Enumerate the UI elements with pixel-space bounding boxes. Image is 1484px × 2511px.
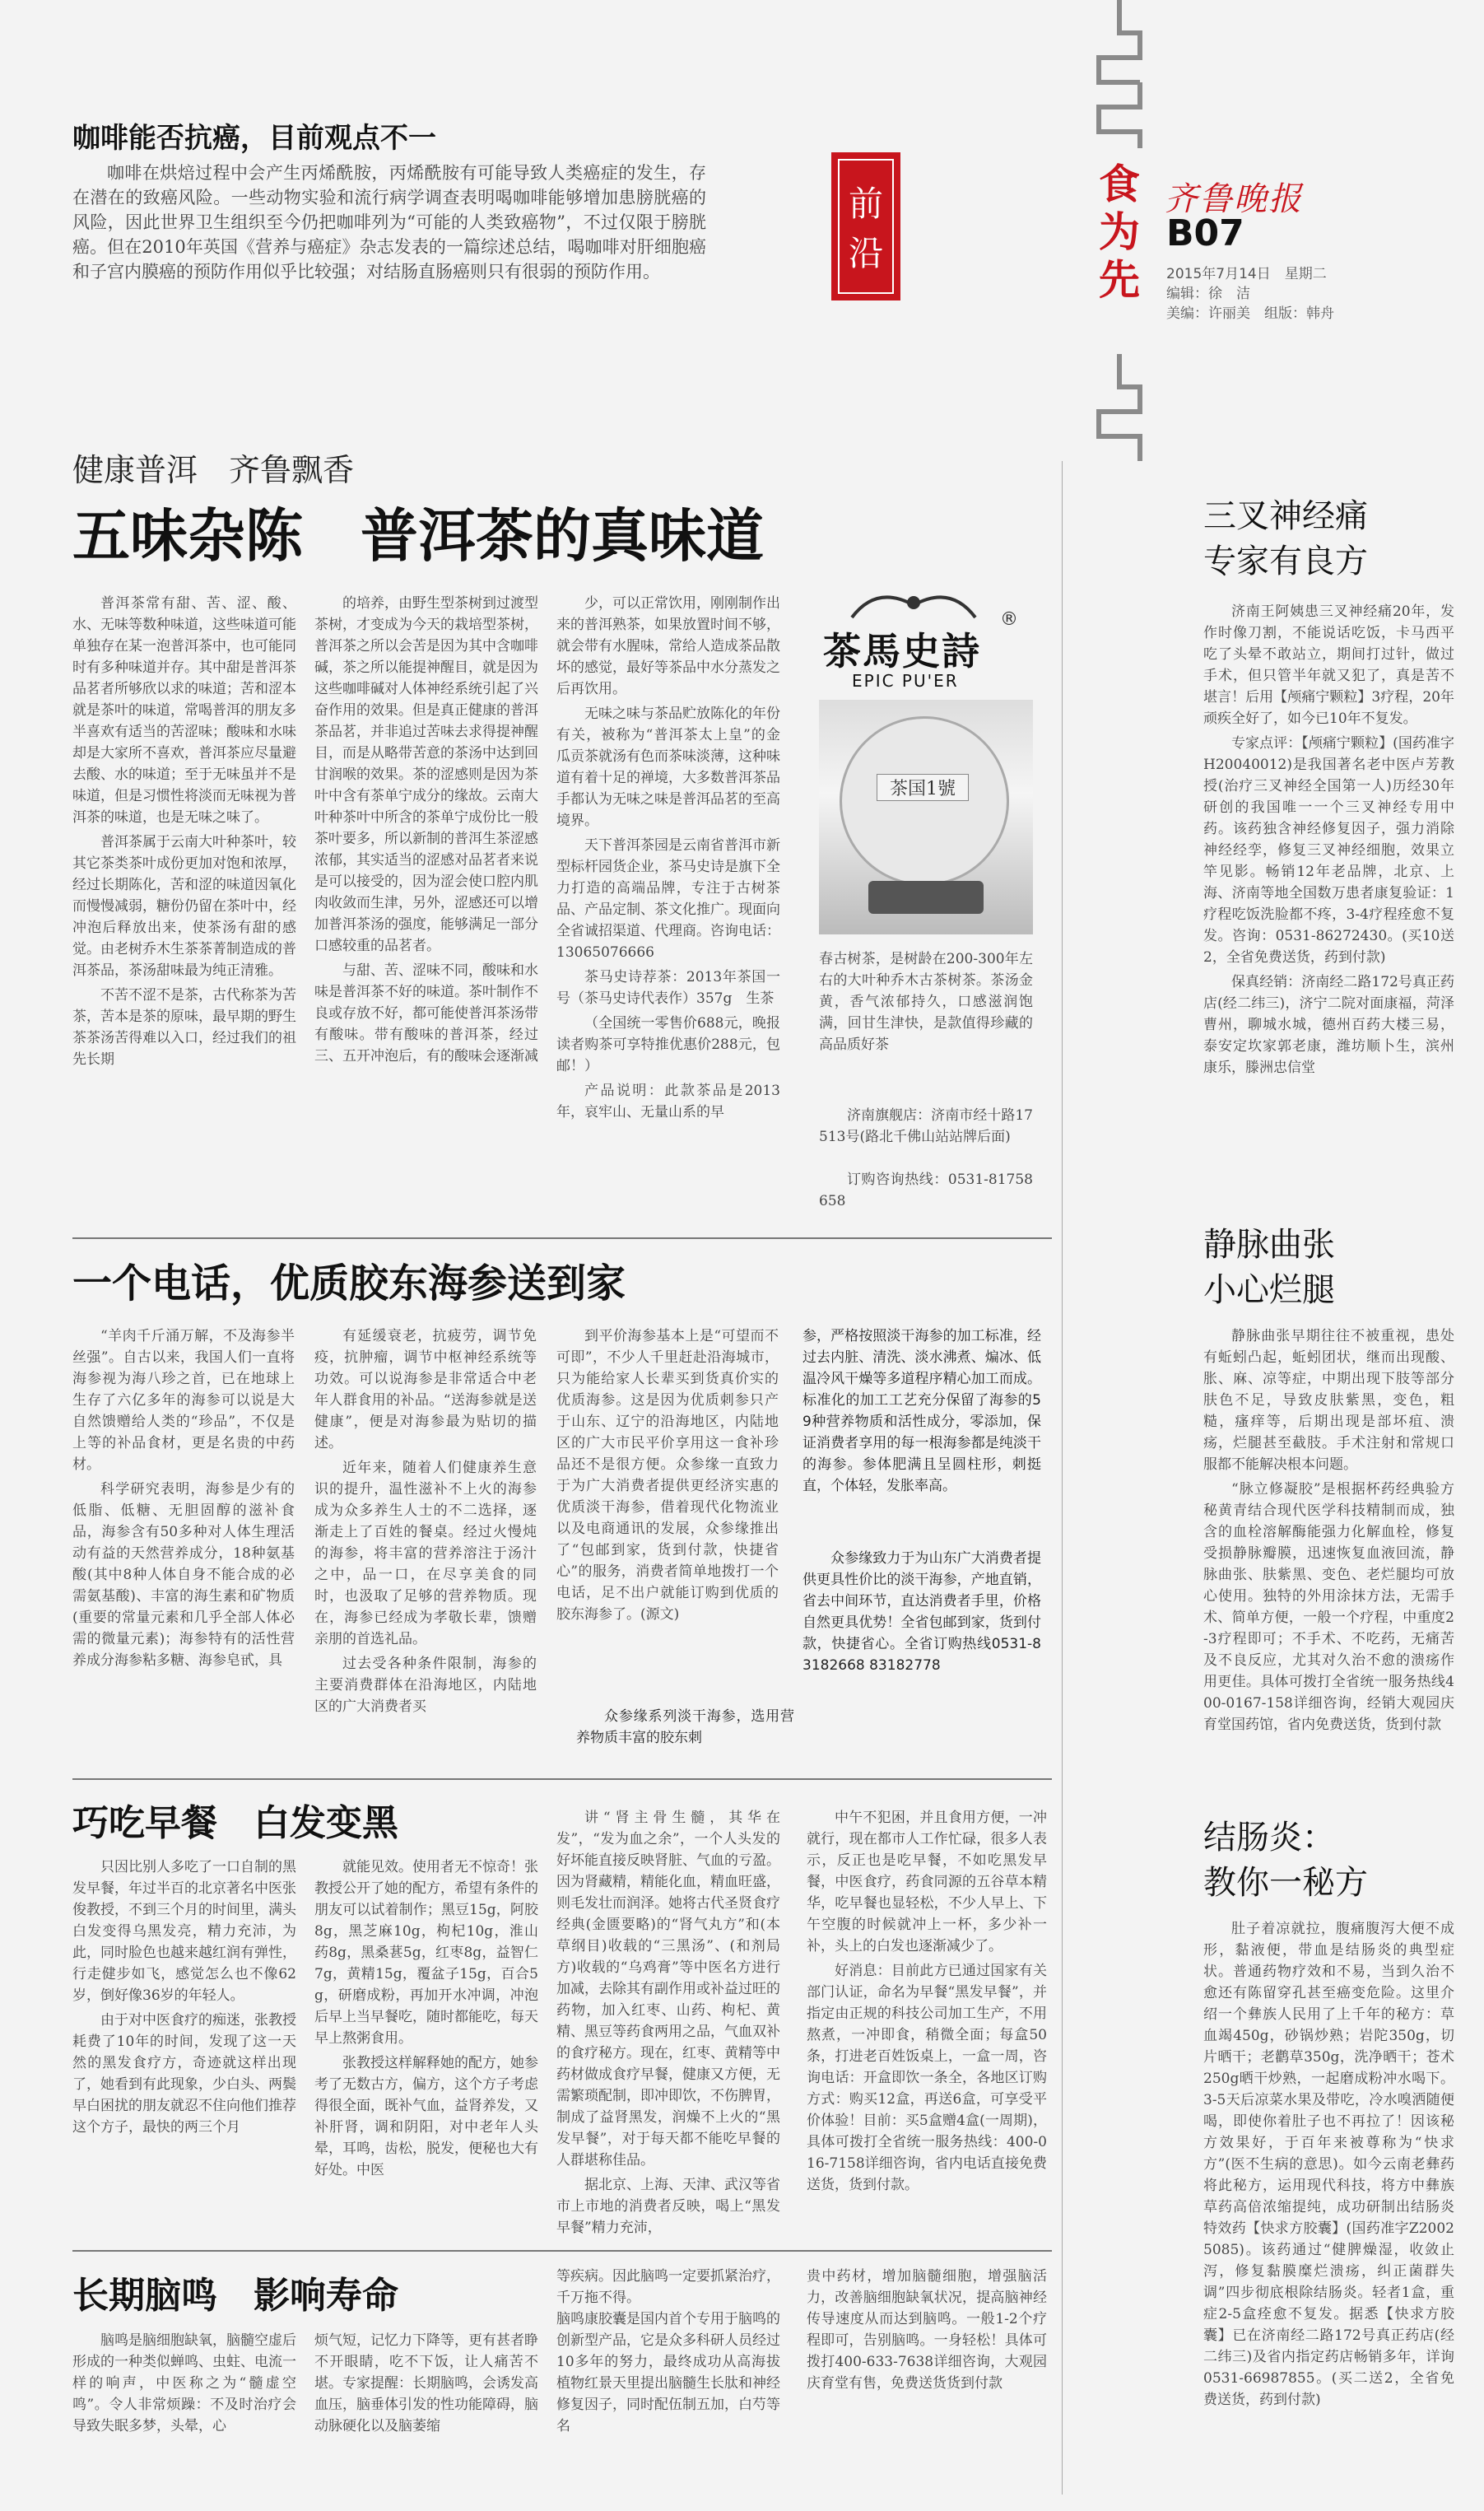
paragraph: 据北京、上海、天津、武汉等省市上市地的消费者反映，喝上“黑发早餐”精力充沛， bbox=[556, 2177, 780, 2236]
breakfast-col-3 bbox=[556, 1807, 780, 2242]
puer-ad-hotline: 订购咨询热线：0531-81758658 bbox=[819, 1172, 1033, 1209]
brand-mark: ® bbox=[1000, 609, 1018, 630]
paragraph: “羊肉千斤涌万解，不及海参半丝强”。自古以来，我国人们一直将海参视为海八珍之首，已在地球上生存了六亿多年的海参可以说是大自然馈赠给人类的“珍品”，不仅是上等的补品食材，更是名贵的中药材。 bbox=[72, 1328, 295, 1473]
page-code: B07 bbox=[1166, 212, 1244, 254]
masthead bbox=[1074, 0, 1484, 461]
paragraph: 就能见效。使用者无不惊奇！张教授公开了她的配方，希望有条件的朋友可以试着制作；黑豆15g，阿胶8g，黑芝麻10g，枸杞10g，淮山药8g，黑桑葚5g，红枣8g，益智仁7g，黄精15g，覆盆子15g，百合5g，研磨成粉，再加开水冲调，冲泡后早上当早餐吃，随时都能吃，每天早上熬粥食用。 bbox=[314, 1859, 538, 2047]
puer-col-3 bbox=[556, 593, 780, 1126]
paragraph: 到平价海参基本上是“可望而不可即”，不少人千里赶赴沿海城市，只为能给家人长辈买到货真价实的优质海参。这是因为优质刺参只产于山东、辽宁的沿海地区，内陆地区的广大市民平价享用这一食补珍品还不是很方便。众参缘一直致力于为广大消费者提供更经济实惠的优质淡干海参，借着现代化物流业以及电商通讯的发展，众参缘推出了“包邮到家，货到付款，快捷省心”的服务，消费者简单地拨打一个电话，足不出户就能订购到优质的胶东海参了。(源文) bbox=[556, 1328, 779, 1623]
paragraph: 近年来，随着人们健康养生意识的提升，温性滋补不上火的海参成为众多养生人士的不二选择，逐渐走上了百姓的餐桌。经过火慢炖的海参，将丰富的营养溶注于汤汁之中，品一口，在尽享美食的同时，也汲取了足够的营养物质。现在，海参已经成为孝敬长辈，馈赠亲朋的首选礼品。 bbox=[314, 1460, 537, 1647]
paragraph: 天下普洱茶园是云南省普洱市新型标杆园货企业，茶马史诗是旗下全力打造的高端品牌，专注于古树茶品、产品定制、茶文化推广。现面向全省诚招渠道、代理商。咨询电话：13065076666 bbox=[556, 837, 780, 961]
paragraph: 过去受各种条件限制，海参的主要消费群体在沿海地区，内陆地区的广大消费者买 bbox=[314, 1656, 537, 1715]
breakfast-col-2 bbox=[314, 1856, 538, 2184]
puer-ad bbox=[802, 576, 1049, 1235]
paper-name: 齐鲁晚报 bbox=[1165, 180, 1303, 218]
paragraph: 只因比别人多吃了一口自制的黑发早餐，年过半百的北京著名中医张俊教授，不到三个月的时间里，满头白发变得乌黑发亮，精力充沛，为此，同时脸色也越来越红润有弹性，行走健步如飞，感觉怎么也不像62岁，倒好像36岁的年轻人。 bbox=[72, 1859, 296, 2004]
sancha-title-1: 三叉神经痛 bbox=[1203, 497, 1368, 535]
paragraph: 由于对中医食疗的痴迷，张教授耗费了10年的时间，发现了这一天然的黑发食疗方，奇迹就这样出现了，她看到有此现象，少白头、两鬓早白困扰的朋友就忍不住向他们推荐这个方子，最快的两三个月 bbox=[72, 2012, 296, 2136]
coffee-title: 咖啡能否抗癌，目前观点不一 bbox=[72, 122, 436, 155]
brand-logo: 茶馬史詩 bbox=[823, 629, 981, 673]
jingmai-title-1: 静脉曲张 bbox=[1203, 1226, 1335, 1264]
sancha-body bbox=[1203, 601, 1454, 1082]
haishen-ad-body: 参，严格按照淡干海参的加工标准，经过去内脏、清洗、淡水沸煮、煸冰、低温冷风干燥等多道程序精心加工而成。标准化的加工工艺充分保留了海参的59种营养物质和活性成分，零添加，保证消费者享用的每一根海参都是纯淡干的海参。参体肥满且呈圆柱形，刺挺直，个体轻，发胀率高。 bbox=[802, 1328, 1041, 1494]
paragraph: 济南王阿姨患三叉神经痛20年，发作时像刀割，不能说话吃饭，卡马西平吃了头晕不敢站立，期间打过针，做过手术，但只管半年就又犯了，真是苦不堪言！后用【颅痛宁颗粒】3疗程，20年顽疾全好了，如今已10年不复发。 bbox=[1203, 603, 1454, 727]
paragraph: 与甜、苦、涩味不同，酸味和水味是普洱茶不好的味道。茶叶制作不良或存放不好，都可能使普洱茶汤带有酸味。带有酸味的普洱茶，经过三、五开冲泡后，有的酸味会逐渐减 bbox=[314, 962, 538, 1064]
naoming-col-2: 烦气短，记忆力下降等，更有甚者睁不开眼睛，吃不下饭，让人痛苦不堪。专家提醒：长期脑鸣，会诱发高血压，脑垂体引发的性功能障碍，脑动脉硬化以及脑萎缩 bbox=[314, 2332, 538, 2434]
paragraph: 产品说明：此款茶品是2013年，哀牢山、无量山系的早 bbox=[556, 1083, 780, 1120]
paragraph: 张教授这样解释她的配方，她参考了无数古方，偏方，这个方子考虑得很全面，既补气血，益肾养发，又补肝肾，调和阴阳，对中老年人头晕，耳鸣，齿松，脱发，便秘也大有好处。中医 bbox=[314, 2055, 538, 2178]
breakfast-col-1 bbox=[72, 1856, 296, 2141]
ornament-icon bbox=[844, 585, 984, 626]
puer-title: 五味杂陈 普洱茶的真味道 bbox=[72, 502, 764, 570]
paragraph: 讲“肾主骨生髓，其华在发”，“发为血之余”，一个人头发的好坏能直接反映肾脏、气血的亏盈。因为肾藏精，精能化血，精血旺盛，则毛发壮而润泽。她将古代圣贤食疗经典(金匮要略)的“肾气丸方”和(本草纲目)收载的“三黑汤”、(和剂局方)收载的“乌鸡膏”等中医名方进行加减，去除其有副作用或补益过旺的药物，加入红枣、山药、枸杞、黄精、黑豆等药食两用之品，气血双补的食疗秘方。现在，红枣、黄精等中药材做成食疗早餐，健康又方便，无需繁琐配制，即冲即饮，不伤脾胃，制成了益肾黑发，润燥不上火的“黑发早餐”，对于每天都不能吃早餐的人群堪称佳品。 bbox=[556, 1810, 780, 2169]
date-line: 2015年7月14日 星期二 bbox=[1166, 266, 1327, 282]
haishen-title: 一个电话，优质胶东海参送到家 bbox=[72, 1260, 626, 1307]
badge-char-1: 前 bbox=[848, 184, 883, 224]
naoming-col-4: 贵中药材，增加脑髓细胞，增强脑活力，改善脑细胞缺氧状况，提高脑神经传导速度从而达到脑鸣。一般1-2个疗程即可，告别脑鸣。一身轻松！具体可拨打400-633-7638详细咨询，大观园庆育堂有售，免费送货货到付款 bbox=[807, 2268, 1047, 2392]
design-line: 美编：许丽美 组版：韩舟 bbox=[1166, 305, 1334, 322]
puer-ad-body: 春古树茶，是树龄在200-300年左右的大叶种乔木古茶树茶。茶汤金黄，香气浓郁持久，口感滋润饱满，回甘生津快，是款值得珍藏的高品质好茶 bbox=[819, 951, 1033, 1053]
divider bbox=[72, 2250, 1052, 2252]
paragraph: 茶马史诗荐茶：2013年茶国一号（茶马史诗代表作）357g 生茶 bbox=[556, 969, 780, 1007]
section-vertical-title: 食为先 bbox=[1099, 161, 1140, 304]
haishen-col-2 bbox=[314, 1325, 537, 1721]
puer-col-1 bbox=[72, 593, 296, 1074]
breakfast-col-4 bbox=[807, 1807, 1047, 2199]
paragraph: 不苦不涩不是茶，古代称茶为苦茶，苦本是茶的原味，最早期的野生茶茶汤苦得难以入口，经过我们的祖先长期 bbox=[72, 987, 296, 1068]
paragraph: 保真经销：济南经二路172号真正药店(经二纬三)，济宁二院对面康福，菏泽曹州，聊城水城，德州百药大楼三易，泰安定坎家郭老康，潍坊顺卜生，滨州康乐，滕洲忠信堂 bbox=[1203, 974, 1454, 1076]
naoming-col-3: 等疾病。因此脑鸣一定要抓紧治疗，千万拖不得。 脑鸣康胶囊是国内首个专用于脑鸣的创新型产品，它是众多科研人员经过10多年的努力，最终成功从高海拔植物红景天里提出脑髓生长肽和神经修复因子，同时配伍制五加，白芍等名 bbox=[556, 2268, 780, 2434]
haishen-col-1 bbox=[72, 1325, 295, 1675]
jingmai-title-2: 小心烂腿 bbox=[1203, 1271, 1335, 1309]
naoming-title: 长期脑鸣 影响寿命 bbox=[72, 2275, 398, 2317]
paragraph: 普洱茶属于云南大叶种茶叶，较其它茶类茶叶成份更加对饱和浓厚，经过长期陈化，苦和涩的味道因氧化而慢慢减弱，糖份仍留在茶叶中，经冲泡后释放出来，使茶汤有甜的感觉。由老树乔木生茶茶菁制造成的普洱茶品，茶汤甜味最为纯正清雅。 bbox=[72, 834, 296, 979]
haishen-ad-caption: 众参缘系列淡干海参，选用营养物质丰富的胶东刺 bbox=[576, 1708, 794, 1746]
puer-kicker: 健康普洱 齐鲁飘香 bbox=[72, 452, 355, 488]
jiechang-title-1: 结肠炎： bbox=[1203, 1819, 1335, 1856]
paragraph: 中午不犯困，并且食用方便，一冲就行，现在都市人工作忙碌，很多人表示，反正也是吃早餐，不如吃黑发早餐，中医食疗，药食同源的五谷草本精华，吃早餐也显轻松，不少人早上、下午空腹的时候就冲上一杯，多少补一补，头上的白发也逐渐减少了。 bbox=[807, 1810, 1047, 1954]
paragraph: 科学研究表明，海参是少有的低脂、低糖、无胆固醇的滋补食品，海参含有50多种对人体生理活动有益的天然营养成分，18种氨基酸(其中8种人体自身不能合成的必需氨基酸)、丰富的海生素和矿物质(重要的常量元素和几乎全部人体必需的微量元素)；海参特有的活性营养成分海参粘多糖、海参皂甙，具 bbox=[72, 1481, 295, 1669]
naoming-col-1: 脑鸣是脑细胞缺氧，脑髓空虚后形成的一种类似蝉鸣、虫蛀、电流一样的响声，中医称之为“髓虚空鸣”。令人非常烦躁：不及时治疗会导致失眠多梦，头晕，心 bbox=[72, 2332, 296, 2434]
divider bbox=[72, 1778, 1052, 1780]
haishen-ad-body-2: 众参缘致力于为山东广大消费者提供更具性价比的淡干海参，产地直销，省去中间环节，直达消费者手里，价格自然更具优势！全省包邮到家，货到付款，快捷省心。全省订购热线0531-83182668 83182778 bbox=[802, 1550, 1041, 1674]
qianyan-badge bbox=[831, 152, 900, 300]
paragraph: 少，可以正常饮用，刚刚制作出来的普洱熟茶，如果放置时间不够，就会带有水腥味，常给人造成茶品散坏的感觉，最好等茶品中水分蒸发之后再饮用。 bbox=[556, 595, 780, 697]
coffee-body: 咖啡在烘焙过程中会产生丙烯酰胺，丙烯酰胺有可能导致人类癌症的发生，存在潜在的致癌风险。一些动物实验和流行病学调查表明喝咖啡能够增加患膀胱癌的风险，因此世界卫生组织至今仍把咖啡列为“可能的人类致癌物”，不过仅限于膀胱癌。但在2010年英国《营养与癌症》杂志发表的一篇综述总结，喝咖啡对肝细胞癌和子宫内膜癌的预防作用似乎比较强；对结肠直肠癌则只有很弱的预防作用。 bbox=[72, 163, 706, 282]
paragraph: 普洱茶常有甜、苦、涩、酸、水、无味等数种味道，这些味道可能单独存在某一泡普洱茶中，也可能同时有多种味道并存。其中甜是普洱茶品茗者所够欣以求的味道；苦和涩本就是茶叶的味道，常喝普洱的朋友多半喜欢有适当的苦涩味；酸味和水味却是大家所不喜欢，普洱茶应尽量避去酸、水的味道；至于无味虽并不是味道，但是习惯性将淡而无味视为普洱茶的味道，也是无味之味了。 bbox=[72, 595, 296, 826]
brand-logo-en: EPIC PU'ER bbox=[852, 671, 959, 691]
jingmai-body bbox=[1203, 1325, 1454, 1739]
divider bbox=[72, 1237, 1052, 1239]
paragraph: 专家点评：【颅痛宁颗粒】(国药准字H20040012)是我国著名老中医卢芳教授(治疗三叉神经全国第一人)历经30年研创的我国唯一一个三叉神经专用中药。该药独含神经修复因子，强力消除神经经孪，修复三叉神经细胞，效果立竿见影。畅销12年老品牌，北京、上海、济南等地全国数万患者康复验证：1疗程吃饭洗脸都不疼，3-4疗程痊愈不复发。咨询：0531-86272430。(买10送2，全省免费送货，药到付款) bbox=[1203, 735, 1454, 966]
paragraph: 的培养，由野生型茶树到过渡型茶树，才变成为今天的栽培型茶树，普洱茶之所以会苦是因为其中含咖啡碱，茶之所以能提神醒目，就是因为这些咖啡碱对人体神经系统引起了兴奋作用的效果。但是真正健康的普洱茶品茗，并非追过苦味去求得提神醒目，而是从略带苦意的茶汤中达到回甘润喉的效果。茶的涩感则是因为茶叶中含有茶单宁成分的缘故。云南大叶种茶叶中所含的茶单宁成份比一般茶叶要多，所以新制的普洱生茶涩感浓郁，其实适当的涩感对品茗者来说是可以接受的，因为涩会使口腔内肌肉收敛而生津，另外，涩感还可以增加普洱茶汤的强度，能够满足一部分口感较重的品茗者。 bbox=[314, 595, 538, 954]
haishen-col-3 bbox=[556, 1325, 779, 1628]
badge-char-2: 沿 bbox=[848, 233, 883, 273]
puer-ad-address: 济南旗舰店：济南市经十路17513号(路北千佛山站站牌后面) bbox=[819, 1107, 1033, 1145]
jiechang-title-2: 教你一秘方 bbox=[1203, 1864, 1368, 1902]
breakfast-title: 巧吃早餐 白发变黑 bbox=[72, 1802, 398, 1844]
jiechang-body bbox=[1203, 1918, 1454, 2414]
paragraph: 好消息：目前此方已通过国家有关部门认证，命名为早餐“黑发早餐”，并指定由正规的科技公司加工生产，不用熬煮，一冲即食，稍微全面；每盒50条，打进老百姓饭桌上，一盒一周，咨询电话：开盒即饮一条全，各地区订购方式：购买12盒，再送6盒，可享受平价体验！目前：买5盒赠4盒(一周期)，具体可拨打全省统一服务热线：400-016-7158详细咨询，省内电话直接免费送货，货到付款。 bbox=[807, 1963, 1047, 2193]
cake-label: 茶国1號 bbox=[877, 774, 969, 801]
paragraph: 肚子着凉就拉，腹痛腹泻大便不成形，黏液便，带血是结肠炎的典型症状。普通药物疗效和不易，当到久治不愈还有陈留穿孔甚至癌变危险。这里介绍一个彝族人民用了上千年的秘方：草血竭450g，砂锅炒熟；岩陀350g，切片晒干；老鹳草350g，洗净晒干；苍术250g晒干炒熟，一起磨成粉冲水喝下。3-5天后凉菜水果及带吃，冷水嗅洒随便喝，即使你着肚子也不再拉了！因该秘方效果好，于百年来被尊称为“快求方”(医不生病的意思)。如今云南老彝药将此秘方，运用现代科技，将方中彝族草药高倍浓缩提纯，成功研制出结肠炎特效药【快求方胶囊】(国药准字Z20025085)。该药通过“健脾燥湿，收敛止泻，修复黏膜糜烂溃疡，纠正菌群失调”四步彻底根除结肠炎。轻者1盒，重症2-5盒痊愈不复发。据悉【快求方胶囊】已在济南经二路172号真正药店(经二纬三)及省内指定药店畅销多年，详询0531-66987855。(买二送2，全省免费送货，药到付款) bbox=[1203, 1921, 1454, 2408]
paragraph: “脉立修凝胶”是根据杯药经典验方秘黄青结合现代医学科技精制而成，独含的血栓溶解酶能强力化解血栓，修复受损静脉瓣膜，迅速恢复血液回流，静脉曲张、肤紫黑、变色、老烂腿均可放心使用。独特的外用涂抹方法，无需手术、简单方便，一般一个疗程，中重度2-3疗程即可；不手术、不吃药，无痛苦及不良反应，尤其对久治不愈的溃疡作用更佳。具体可拨打全省统一服务热线400-0167-158详细咨询，经销大观园庆育堂国药馆，省内免费送货，货到付款 bbox=[1203, 1481, 1454, 1733]
tea-cake-photo bbox=[819, 700, 1033, 934]
column-divider bbox=[1062, 461, 1063, 2495]
puer-col-2 bbox=[314, 593, 538, 1070]
editor-line: 编辑：徐 洁 bbox=[1166, 286, 1250, 302]
sancha-title-2: 专家有良方 bbox=[1203, 543, 1368, 580]
paragraph: 无味之味与茶品贮放陈化的年份有关，被称为“普洱茶太上皇”的金瓜贡茶就汤有色而茶味淡薄，这种味道有着十足的禅境，大多数普洱茶品手都认为无味之味是普洱品茗的至高境界。 bbox=[556, 706, 780, 829]
paragraph: （全国统一零售价688元，晚报读者购茶可享特推优惠价288元，包邮！） bbox=[556, 1015, 780, 1074]
paragraph: 有延缓衰老，抗疲劳，调节免疫，抗肿瘤，调节中枢神经系统等功效。可以说海参是非常适合中老年人群食用的补品。“送海参就是送健康”，便是对海参最为贴切的描述。 bbox=[314, 1328, 537, 1451]
paragraph: 静脉曲张早期往往不被重视，患处有蚯蚓凸起，蚯蚓团状，继而出现酸、胀、麻、凉等症，中期出现下肢等部分肤色不足，导致皮肤紫黑，变色，粗糙，瘙痒等，后期出现是部坏疽、溃疡，烂腿甚至截肢。手术注射和常规口服都不能解决根本问题。 bbox=[1203, 1328, 1454, 1473]
